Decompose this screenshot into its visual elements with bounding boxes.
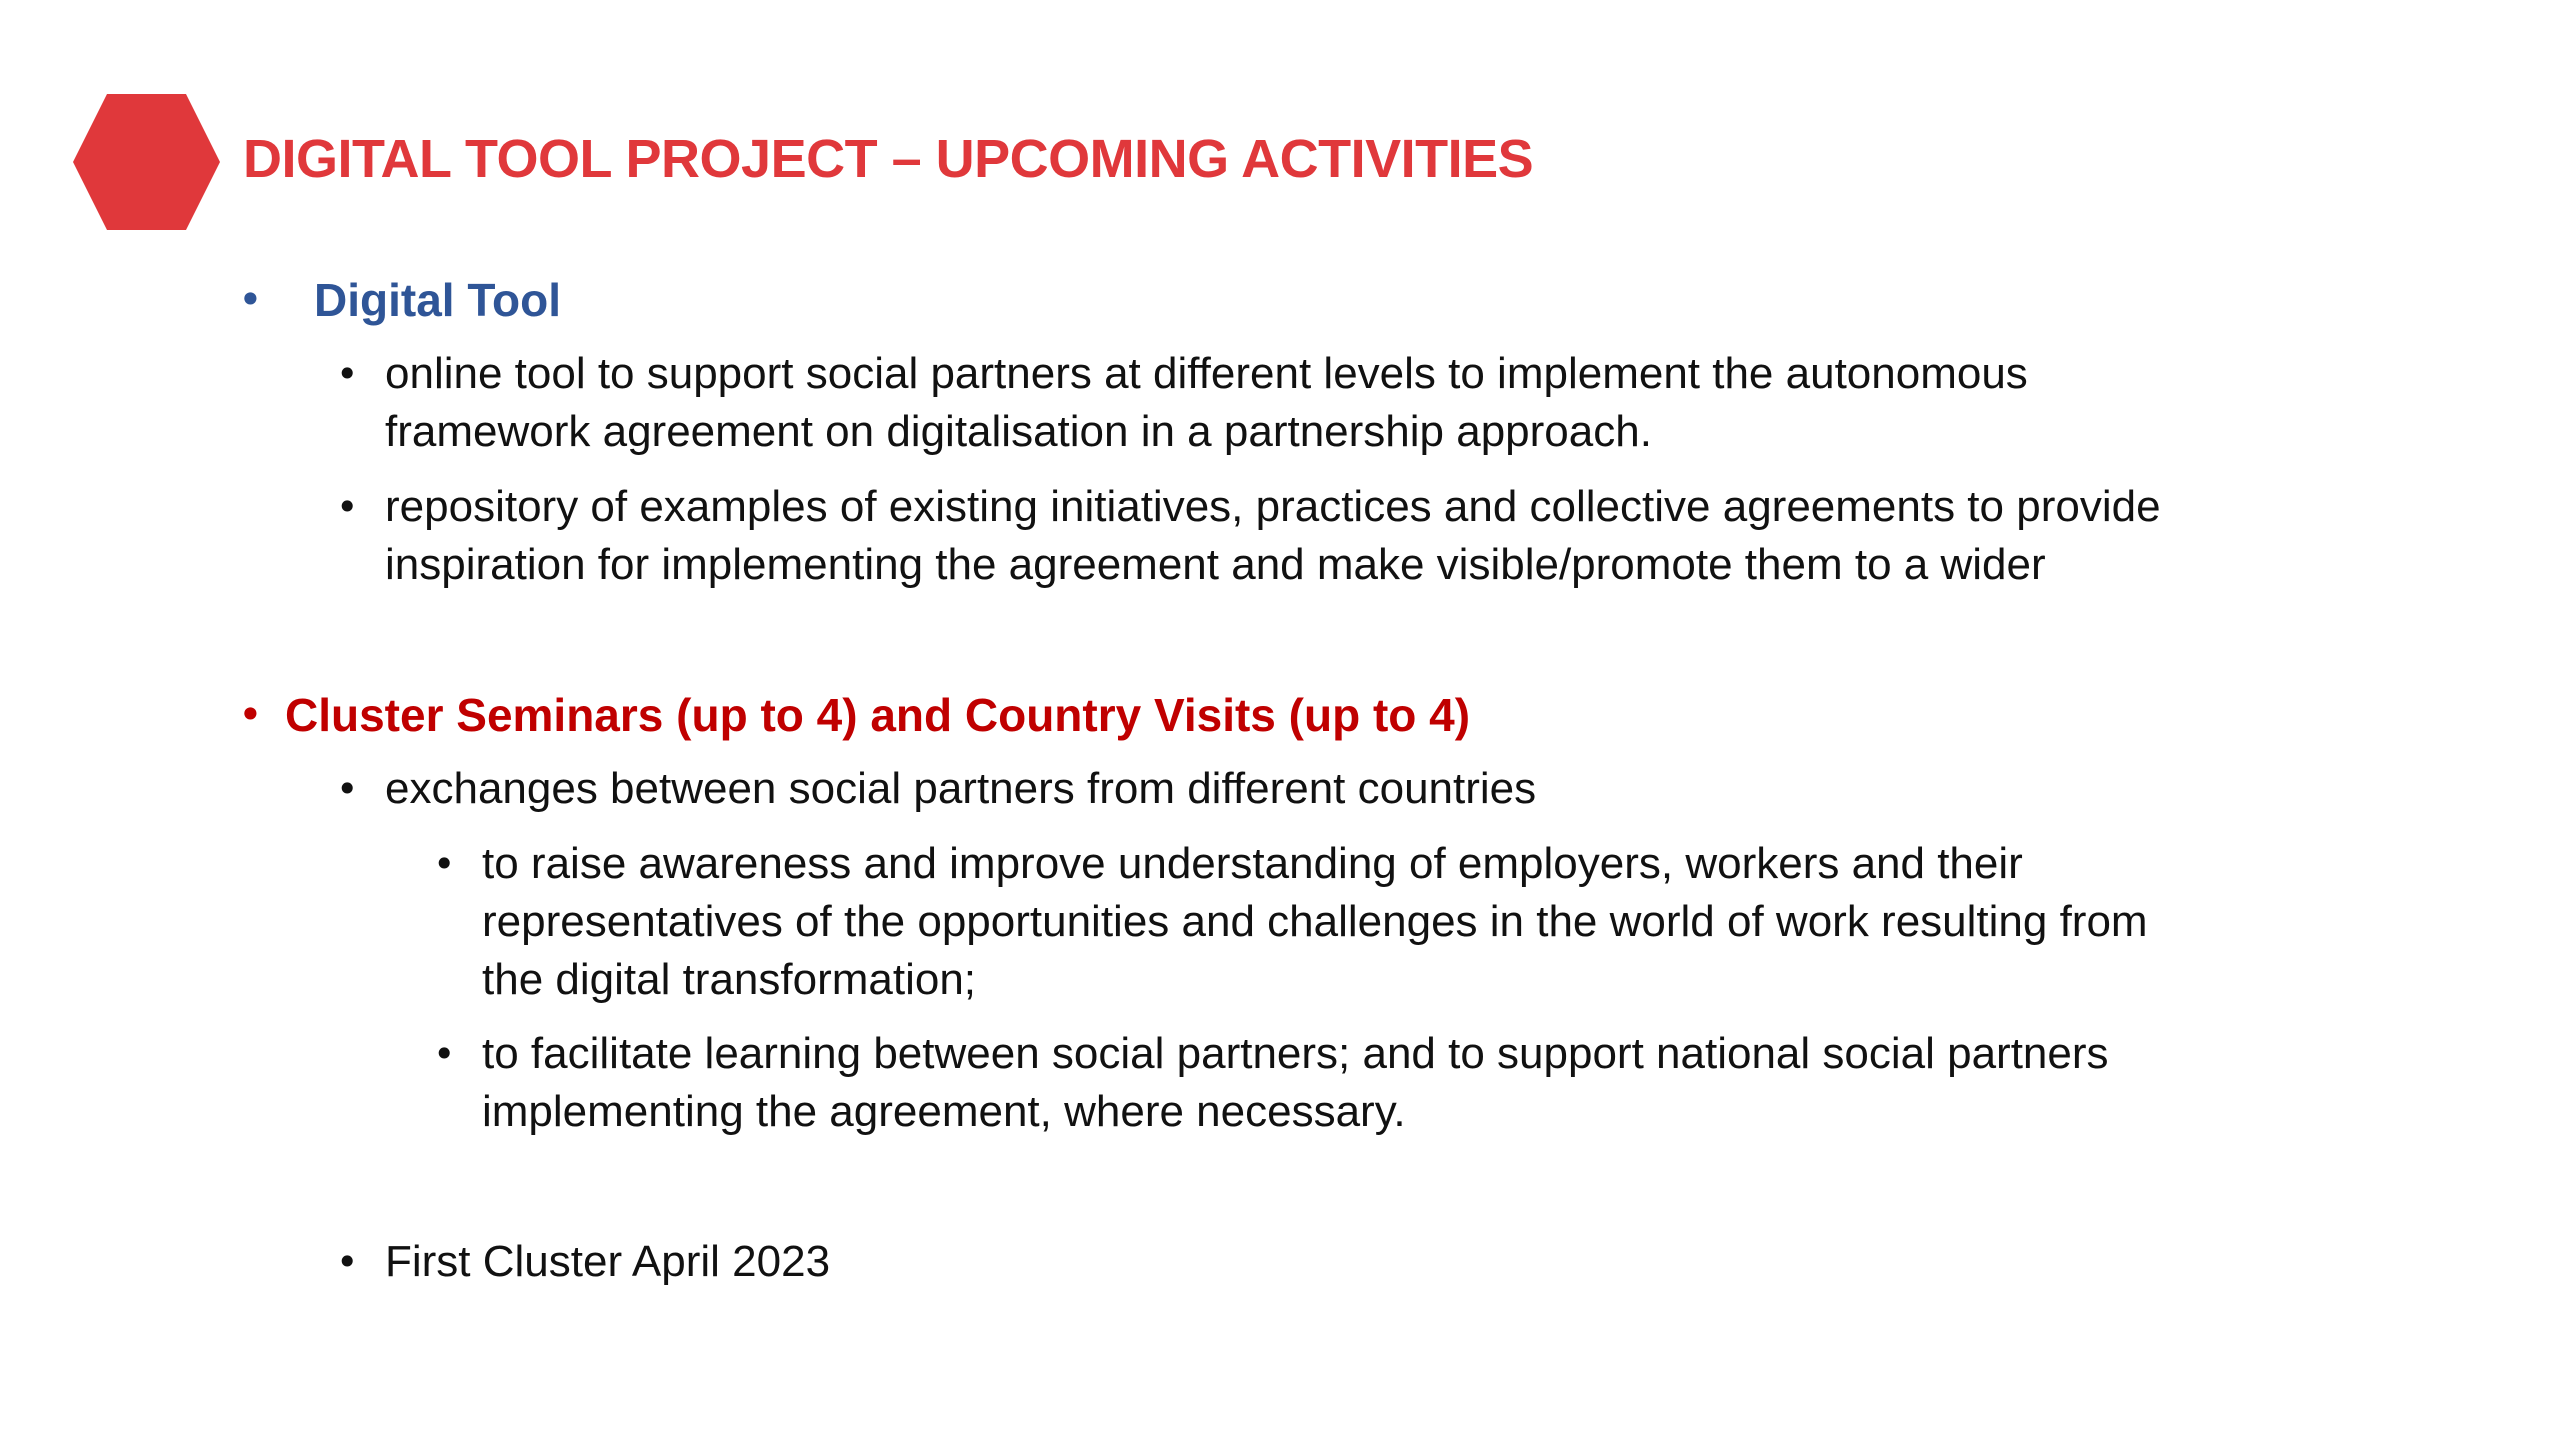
list-item-line: First Cluster April 2023 [385, 1237, 831, 1286]
hexagon-shape [73, 94, 220, 230]
list-item-line: implementing the agreement, where necessary. [482, 1087, 1406, 1136]
list-item-line: to facilitate learning between social partners; and to support national social partners [482, 1029, 2109, 1078]
slide-title: DIGITAL TOOL PROJECT – UPCOMING ACTIVITIES [243, 129, 1534, 189]
list-item-line: the digital transformation; [482, 955, 977, 1004]
bullet-icon: • [238, 690, 263, 739]
list-item-line: online tool to support social partners at different levels to implement the autonomous [385, 349, 2028, 398]
bullet-icon: • [336, 1240, 359, 1284]
list-item-line: inspiration for implementing the agreement and make visible/promote them to a wider [385, 540, 2046, 589]
bullet-icon: • [336, 352, 359, 396]
section-heading-digital-tool [238, 271, 561, 329]
bullet-icon: • [238, 275, 263, 324]
section-heading-label: Cluster Seminars (up to 4) and Country Visits (up to 4) [285, 689, 1471, 741]
list-item-line: exchanges between social partners from different countries [385, 764, 1537, 813]
list-item [336, 1233, 830, 1291]
bullet-icon: • [433, 842, 456, 886]
list-item [336, 760, 1536, 818]
section-heading-cluster-seminars [238, 686, 1470, 744]
sub-list-item [433, 1025, 2109, 1141]
bullet-icon: • [336, 767, 359, 811]
sub-list-item [433, 835, 2148, 1009]
list-item-line: to raise awareness and improve understanding of employers, workers and their [482, 839, 2023, 888]
hexagon-polygon [73, 94, 220, 230]
list-item-line: representatives of the opportunities and challenges in the world of work resulting from [482, 897, 2148, 946]
list-item [336, 478, 2161, 594]
list-item-line: repository of examples of existing initiatives, practices and collective agreements to provide [385, 482, 2161, 531]
list-item-line: framework agreement on digitalisation in a partnership approach. [385, 407, 1652, 456]
list-item [336, 345, 2028, 461]
bullet-icon: • [336, 485, 359, 529]
section-heading-label: Digital Tool [314, 274, 562, 326]
bullet-icon: • [433, 1032, 456, 1076]
